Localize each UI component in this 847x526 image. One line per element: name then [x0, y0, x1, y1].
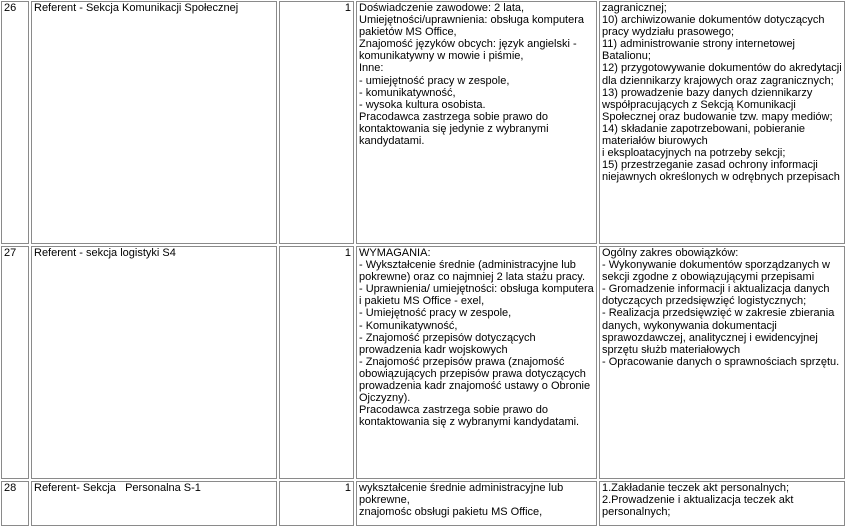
row-number-cell: 27 [1, 246, 29, 479]
duty-line: - Wykonywanie dokumentów sporządzanych w [602, 259, 830, 272]
duty-line: 15) przestrzeganie zasad ochrony informacji [602, 159, 818, 172]
headcount-cell: 1 [279, 1, 354, 244]
duty-line: 11) administrowanie strony internetowej [602, 38, 795, 51]
requirement-line: wykształcenie średnie administracyjne lub [359, 482, 564, 494]
duty-line: materiałów biurowych [602, 135, 708, 148]
row-number-cell: 28 [1, 481, 29, 526]
requirements-cell [356, 481, 597, 526]
requirement-line: - Komunikatywność, [359, 319, 458, 332]
duty-line: sprzętu służb materiałowych [602, 343, 741, 356]
duty-line: 12) przygotowywanie dokumentów do akredytacji [602, 62, 842, 75]
position-name-cell [31, 1, 277, 244]
duties-cell [599, 481, 845, 526]
requirement-line: Doświadczenie zawodowe: 2 lata, [359, 2, 525, 14]
duty-line: pracy wydziału prasowego; [602, 26, 735, 39]
requirement-line: - Znajomość przepisów dotyczących [359, 331, 536, 344]
position-name: Referent - Sekcja Komunikacji Społecznej [34, 2, 239, 14]
duty-line: 1.Zakładanie teczek akt personalnych; [602, 482, 790, 494]
duty-line: - Gromadzenie informacji i aktualizacja danych [602, 283, 830, 296]
headcount-cell: 1 [279, 481, 354, 526]
requirements-cell [356, 1, 597, 244]
duties-cell [599, 1, 845, 244]
position-name-cell [31, 246, 277, 479]
duty-line: niejawnych określonych w odrębnych przepisach [602, 171, 840, 184]
requirement-line: pokrewne, [359, 494, 410, 507]
duty-line: 2.Prowadzenie i aktualizacja teczek akt [602, 494, 794, 507]
requirement-line: Ojczyzny). [359, 392, 411, 405]
requirement-line: kandydatami. [359, 135, 425, 148]
duty-line: Batalionu; [602, 50, 651, 63]
duty-line: Społecznej oraz budowanie tzw. mapy mediów; [602, 110, 833, 123]
requirement-line: Umiejętności/uprawnienia: obsługa komputera [359, 14, 585, 27]
duty-line: danych, wykonywania dokumentacji [602, 319, 777, 332]
requirement-line: WYMAGANIA: [359, 247, 431, 259]
requirement-line: - Uprawnienia/ umiejętności: obsługa komputera [359, 283, 594, 296]
requirement-line: - Wykształcenie średnie (administracyjne lub [359, 259, 576, 272]
duty-line: 14) składanie zapotrzebowani, pobieranie [602, 122, 806, 135]
requirement-line: obowiązujących przepisów prawa dotyczących [359, 367, 586, 380]
table-row [0, 1, 847, 244]
requirement-line: - umiejętność pracy w zespole, [359, 74, 510, 87]
requirement-line: kontaktowania się jedynie z wybranymi [359, 122, 549, 135]
table-row [0, 481, 847, 526]
duty-line: personalnych; [602, 506, 671, 519]
duty-line: - Realizacja przedsięwzięć w zakresie zbierania [602, 307, 835, 320]
position-name-cell [31, 481, 277, 526]
duty-line: 10) archiwizowanie dokumentów dotyczących [602, 14, 825, 27]
requirement-line: Znajomość języków obcych: język angielski - [359, 38, 577, 51]
requirement-line: Pracodawca zastrzega sobie prawo do [359, 404, 548, 417]
requirement-line: - Znajomość przepisów prawa (znajomość [359, 355, 565, 368]
requirement-line: i pakietu MS Office - exel, [359, 295, 485, 308]
requirement-line: Inne: [359, 62, 384, 75]
duty-line: dotyczących przedsięwzięć logistycznych; [602, 295, 807, 308]
duty-line: 13) prowadzenie bazy danych dziennikarzy [602, 86, 813, 99]
requirement-line: pakietów MS Office, [359, 26, 457, 39]
position-name: Referent - sekcja logistyki S4 [34, 247, 176, 259]
duty-line: dla dziennikarzy krajowych oraz zagranicznych; [602, 74, 834, 87]
duty-line: sekcji zgodne z obowiązującymi przepisami [602, 271, 815, 284]
requirement-line: - komunikatywność, [359, 86, 456, 99]
requirements-cell [356, 246, 597, 479]
table-row [0, 246, 847, 479]
requirement-line: prowadzenia kadr wojskowych [359, 343, 508, 356]
requirement-line: prowadzenia kadr znajomość ustawy o Obronie [359, 380, 591, 393]
headcount-cell: 1 [279, 246, 354, 479]
duty-line: - Opracowanie danych o sprawnościach sprzętu. [602, 355, 840, 368]
duty-line: Ogólny zakres obowiązków: [602, 247, 739, 259]
duty-line: zagranicznej; [602, 2, 667, 14]
duties-cell [599, 246, 845, 479]
requirement-line: kontaktowania się z wybranymi kandydatami. [359, 416, 580, 429]
requirement-line: znajomośc obsługi pakietu MS Office, [359, 506, 543, 519]
position-name: Referent- Sekcja Personalna S-1 [34, 482, 201, 494]
requirement-line: - Umiejętność pracy w zespole, [359, 307, 512, 320]
duty-line: współpracujących z Sekcją Komunikacji [602, 98, 796, 111]
requirement-line: komunikatywny w mowie i piśmie, [359, 50, 524, 63]
requirement-line: Pracodawca zastrzega sobie prawo do [359, 110, 548, 123]
duty-line: sprawozdawczej, analitycznej i ewidencyjnej [602, 331, 818, 344]
duty-line: i eksploatacyjnych na potrzeby sekcji; [602, 147, 786, 160]
requirement-line: pokrewne) oraz co najmniej 2 lata stażu pracy. [359, 271, 586, 284]
row-number-cell: 26 [1, 1, 29, 244]
requirement-line: - wysoka kultura osobista. [359, 98, 486, 111]
